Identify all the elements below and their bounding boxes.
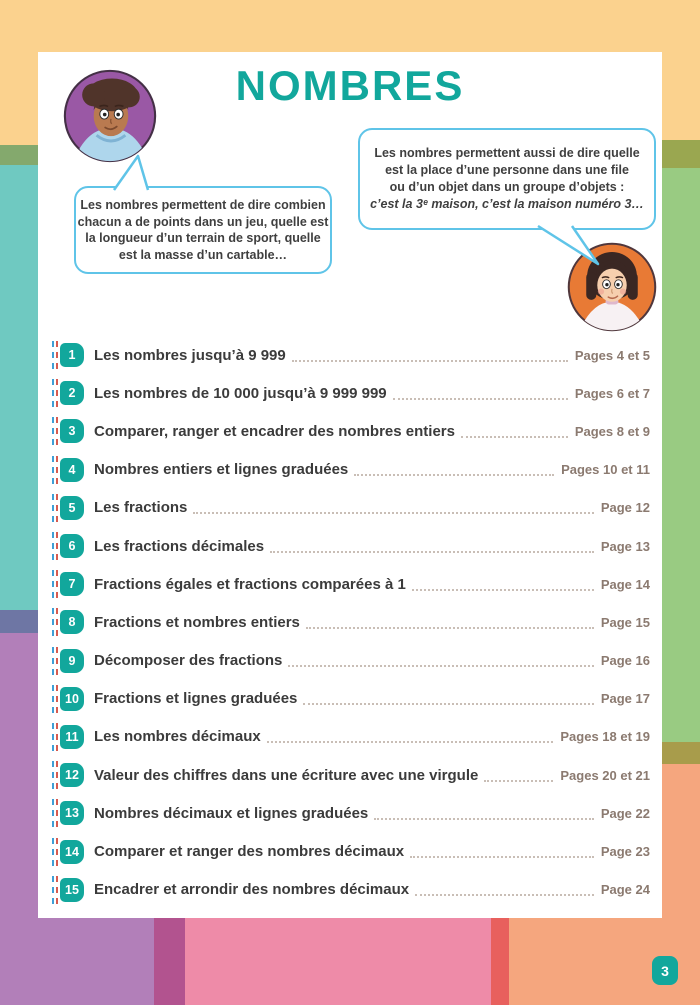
fiche-tab-icon (52, 532, 58, 560)
toc-row (52, 336, 650, 374)
toc-row (52, 412, 650, 450)
toc-row (52, 642, 650, 680)
fiche-tab-icon (52, 341, 58, 369)
fiche-number-badge: 3 (60, 419, 84, 443)
toc-entry-label: Comparer, ranger et encadrer des nombres entiers (94, 422, 455, 440)
dot-leader (288, 654, 593, 667)
frame-bottom-coral (491, 918, 509, 1005)
fiche-number-badge: 6 (60, 534, 84, 558)
toc-row (52, 527, 650, 565)
frame-right-yellow (662, 52, 700, 140)
dot-leader (354, 463, 554, 476)
toc-row (52, 871, 650, 909)
toc-row (52, 374, 650, 412)
fiche-tab-icon (52, 417, 58, 445)
table-of-contents (52, 336, 650, 909)
toc-entry-pages: Pages 8 et 9 (574, 423, 650, 439)
dot-leader (461, 425, 568, 438)
fiche-tab-icon (52, 685, 58, 713)
frame-top-band (0, 0, 700, 52)
fiche-number-badge: 9 (60, 649, 84, 673)
speech-line: chacun a de points dans un jeu, quelle est (77, 214, 329, 229)
toc-entry-pages: Pages 4 et 5 (574, 347, 650, 363)
frame-left-slate (0, 610, 38, 633)
page-title: NOMBRES (235, 62, 465, 109)
toc-entry-pages: Page 24 (600, 882, 650, 898)
fiche-tab-icon (52, 608, 58, 636)
fiche-number-badge: 7 (60, 572, 84, 596)
fiche-number-badge: 5 (60, 496, 84, 520)
toc-entry-label: Encadrer et arrondir des nombres décimaux (94, 881, 410, 899)
speech-line: est la place d’une personne dans une file (385, 163, 629, 177)
speech-line: est la masse d’un cartable… (118, 247, 288, 262)
speech-line-italic: c’est la 3ᵉ maison, c’est la maison numéro 3… (370, 197, 644, 211)
toc-entry-label: Les nombres décimaux (94, 728, 261, 746)
toc-entry-label: Comparer et ranger des nombres décimaux (94, 843, 405, 861)
toc-entry-pages: Page 17 (600, 691, 650, 707)
toc-entry-label: Les nombres jusqu’à 9 999 (94, 346, 286, 364)
fiche-tab-icon (52, 838, 58, 866)
dot-leader (303, 692, 593, 705)
page-number-badge: 3 (652, 956, 678, 985)
toc-entry-pages: Pages 20 et 21 (560, 767, 650, 783)
speech-line: Les nombres permettent de dire combien (80, 198, 326, 212)
toc-entry-pages: Page 23 (600, 844, 650, 860)
dot-leader (374, 807, 594, 820)
dot-leader (292, 349, 568, 362)
toc-entry-label: Les fractions (94, 499, 188, 517)
speech-tail-left-icon (108, 152, 156, 192)
toc-entry-pages: Pages 18 et 19 (560, 729, 650, 745)
fiche-number-badge: 11 (60, 725, 84, 749)
toc-row (52, 603, 650, 641)
frame-right-olive (662, 140, 700, 168)
toc-entry-label: Nombres décimaux et lignes graduées (94, 804, 369, 822)
fiche-number-badge: 14 (60, 840, 84, 864)
fiche-number-badge: 10 (60, 687, 84, 711)
frame-bottom-magenta (154, 918, 185, 1005)
dot-leader (484, 769, 553, 782)
frame-bottom-pink (185, 918, 491, 1005)
toc-entry-label: Fractions égales et fractions comparées à 1 (94, 575, 406, 593)
dot-leader (306, 616, 594, 629)
fiche-number-badge: 8 (60, 610, 84, 634)
frame-right-green (662, 168, 700, 742)
speech-line: Les nombres permettent aussi de dire quelle (374, 146, 640, 160)
toc-row (52, 565, 650, 603)
toc-entry-label: Décomposer des fractions (94, 652, 283, 670)
toc-entry-label: Les fractions décimales (94, 537, 265, 555)
boy-avatar (62, 68, 158, 164)
toc-entry-pages: Page 15 (600, 614, 650, 630)
frame-right-olive-2 (662, 742, 700, 764)
toc-entry-pages: Page 14 (600, 576, 650, 592)
speech-line: la longueur d’un terrain de sport, quelle (85, 231, 321, 245)
dot-leader (410, 845, 594, 858)
toc-entry-label: Valeur des chiffres dans une écriture avec une virgule (94, 766, 479, 784)
fiche-number-badge: 1 (60, 343, 84, 367)
toc-row (52, 451, 650, 489)
fiche-tab-icon (52, 876, 58, 904)
frame-bottom-salmon (509, 918, 662, 1005)
boy-avatar-illustration (62, 68, 158, 164)
speech-bubble-left (74, 186, 332, 274)
dot-leader (193, 501, 593, 514)
dot-leader (393, 387, 568, 400)
toc-row (52, 718, 650, 756)
fiche-number-badge: 15 (60, 878, 84, 902)
toc-entry-pages: Page 13 (600, 538, 650, 554)
toc-entry-pages: Page 12 (600, 500, 650, 516)
speech-line: ou d’un objet dans un groupe d’objets : (389, 180, 625, 194)
dot-leader (267, 730, 554, 743)
fiche-number-badge: 13 (60, 801, 84, 825)
fiche-tab-icon (52, 799, 58, 827)
toc-row (52, 794, 650, 832)
dot-leader (415, 883, 594, 896)
speech-tail-right-icon (528, 222, 612, 270)
frame-bottom-orchid (38, 918, 154, 1005)
fiche-tab-icon (52, 761, 58, 789)
toc-entry-pages: Page 22 (600, 805, 650, 821)
fiche-tab-icon (52, 723, 58, 751)
fiche-number-badge: 2 (60, 381, 84, 405)
speech-bubble-right (358, 128, 656, 230)
frame-left-yellow (0, 52, 38, 145)
fiche-tab-icon (52, 494, 58, 522)
toc-row (52, 756, 650, 794)
toc-row (52, 832, 650, 870)
fiche-number-badge: 12 (60, 763, 84, 787)
frame-left-sage (0, 145, 38, 165)
fiche-number-badge: 4 (60, 458, 84, 482)
toc-entry-label: Les nombres de 10 000 jusqu’à 9 999 999 (94, 384, 387, 402)
toc-row (52, 680, 650, 718)
toc-entry-pages: Pages 10 et 11 (561, 462, 650, 478)
fiche-tab-icon (52, 456, 58, 484)
toc-entry-label: Fractions et lignes graduées (94, 690, 298, 708)
dot-leader (270, 540, 594, 553)
fiche-tab-icon (52, 570, 58, 598)
toc-entry-pages: Pages 6 et 7 (574, 385, 650, 401)
toc-entry-label: Fractions et nombres entiers (94, 613, 300, 631)
dot-leader (412, 578, 594, 591)
frame-left-orchid (0, 633, 38, 1005)
toc-entry-pages: Page 16 (600, 653, 650, 669)
fiche-tab-icon (52, 647, 58, 675)
toc-row (52, 489, 650, 527)
frame-left-teal (0, 165, 38, 610)
fiche-tab-icon (52, 379, 58, 407)
toc-entry-label: Nombres entiers et lignes graduées (94, 461, 349, 479)
